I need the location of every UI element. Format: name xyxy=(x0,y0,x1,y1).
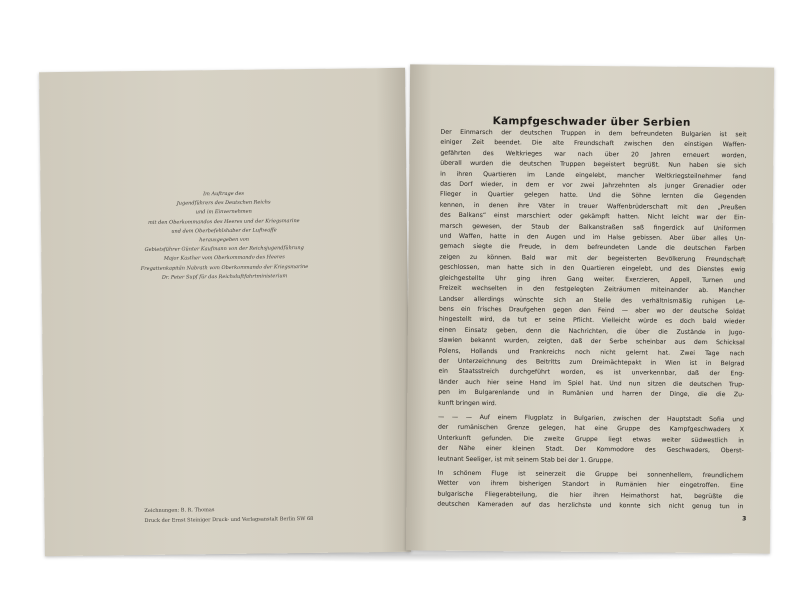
text-line: Landser allerdings wünschte sich an Stelle des verhältnismäßig ruhigen Le- xyxy=(439,295,746,305)
text-line: des Balkans“ einst marschiert oder gekämpft hatten. Nicht leicht war der Ein- xyxy=(439,211,746,222)
page-number: 3 xyxy=(742,515,747,523)
credit-line: Major Kasther vom Oberkommando des Heeres xyxy=(163,254,285,263)
credit-line: Gebietsführer Günter Kaufmann von der Reichsjugendführung xyxy=(144,245,304,254)
text-line: deutschen Kameraden auf das herzlichste und konnte sich nicht genug tun in xyxy=(437,500,744,511)
text-line: leutnant Seeliger, ist mit seinem Stab bei der 1. Gruppe. xyxy=(437,455,614,464)
text-line: und Waffen, hatte in den Augen und im Halse gebissen. Aber über alles Un- xyxy=(439,232,746,243)
text-line: einiger Zeit beendet. Die alte Freundschaft zwischen den einstigen Waffen- xyxy=(440,139,747,149)
illustrator-credit: Zeichnungen: B. R. Thomas xyxy=(144,507,215,514)
text-line: bens ein frisches Draufgehen gegen den Feind — aber wo der deutsche Soldat xyxy=(438,305,746,316)
text-line: das Dorf wieder, in dem er vor zwei Jahrzehnten als junger Grenadier oder xyxy=(440,180,747,191)
credit-line: Fregattenkapitän Nabrath vom Oberkommando der Kriegsmarine xyxy=(140,263,309,272)
chapter-body xyxy=(437,128,746,513)
printer-credit: Druck der Ernst Steiniger Druck- und Verlagsanstalt Berlin SW 68 xyxy=(144,515,314,524)
credit-line: und im Einvernehmen xyxy=(195,209,252,216)
text-line: der Nähe einer kleinen Stadt. Der Kommodore des Geschwaders, Oberst- xyxy=(437,444,744,455)
credit-line: mit den Oberkommandos des Heeres und der Kriegsmarine xyxy=(148,217,300,226)
text-line: — — — Auf einem Flugplatz in Bulgarien, zwischen der Hauptstadt Sofia und xyxy=(438,413,745,424)
text-line: einen Einsatz geben, denn die Nachrichten, die über die Zustände in Jugo- xyxy=(438,326,745,337)
text-line: kennen, in denen ihre Väter in treuer Waffenbrüderschaft mit den „Preußen xyxy=(439,201,746,212)
credit-line: und dem Oberbefehlshaber der Luftwaffe xyxy=(171,227,277,235)
credit-line: Jugendführers des Deutschen Reichs xyxy=(176,199,271,207)
imprint-footer xyxy=(144,504,313,526)
text-line: ein Staatsstreich durchgeführt worden, es ist unverkennbar, daß der Eng- xyxy=(438,368,745,378)
left-page xyxy=(39,68,411,556)
text-line: marsch gewesen, der Staub der Balkanstraßen saß fingerdick auf Uniformen xyxy=(439,222,746,233)
text-line: bulgarische Fliegerabteilung, die hier ihren Heimathorst hat, begrüßte die xyxy=(437,490,744,501)
text-line: Unterkunft gefunden. Die zweite Gruppe liegt etwas weiter südwestlich in xyxy=(437,434,744,445)
paragraph-2 xyxy=(438,413,744,468)
credit-line: Dr. Peter Supf für das Reichsluftfahrtministerium xyxy=(161,273,288,281)
publisher-credits xyxy=(41,188,408,284)
paragraph-1 xyxy=(438,128,746,412)
text-line: Polens, Hollands und Frankreichs noch nicht gelernt hat. Zwei Tage nach xyxy=(438,347,745,357)
right-page xyxy=(406,64,774,553)
text-line: Wetter von ihrem bisherigen Standort in Rumänien hier eingetroffen. Eine xyxy=(437,480,744,490)
text-line: slawien bekannt wurden, zeigten, daß der Serbe scheinbar aus dem Schicksal xyxy=(438,336,745,347)
text-line: hingestellt wird, da tut er seine Pflicht. Vielleicht würde es doch bald wieder xyxy=(438,315,745,326)
text-line: Flieger in Quartier gelegen hatte. Und die Söhne lernten die Gegenden xyxy=(439,191,747,201)
text-line: Der Einmarsch der deutschen Truppen in dem befreundeten Bulgarien ist seit xyxy=(440,128,747,139)
credit-line: herausgegeben von xyxy=(199,236,249,244)
text-line: überall wurden die deutschen Truppen begeistert begrüßt. Nun haben sie sich xyxy=(440,159,747,170)
text-line: Freizeit wechselten in den festgelegten Zeiträumen miteinander ab. Mancher xyxy=(439,284,746,295)
text-line: pen im Bulgarenlande und in Rumänien und harren der Dinge, die die Zu- xyxy=(438,388,745,399)
text-line: zeigen zu können. Bald war mit der begeisterten Bevölkerung Freundschaft xyxy=(439,253,746,264)
text-line: in ihren Quartieren im Lande eingelebt, mancher Weltkriegsteilnehmer fand xyxy=(440,170,747,180)
chapter-title: Kampfgeschwader über Serbien xyxy=(492,115,691,129)
text-line: länder auch hier seine Hand im Spiel hat. Und nun sitzen die deutschen Trup- xyxy=(438,378,745,389)
paragraph-3 xyxy=(437,469,743,513)
text-line: der Unterzeichnung des Beitritts zum Dreimächtepakt in Wien ist in Belgrad xyxy=(438,357,745,368)
text-line: geschlossen, man hatte sich in den Quartieren eingelebt, und des Dienstes ewig xyxy=(439,263,746,274)
text-line: der rumänischen Grenze gelegen, hat eine Gruppe des Kampfgeschwaders X xyxy=(437,424,744,434)
text-line: gleichgestellte Uhr ging ihren Gang weiter. Exerzieren, Appell, Turnen und xyxy=(439,274,746,285)
text-line: gemach siegte die Freude, in dem befreundeten Lande die deutschen Farben xyxy=(439,243,746,253)
text-line: In schönem Fluge ist seinerzeit die Gruppe bei sonnenhellem, freundlichem xyxy=(437,469,744,480)
text-line: kunft bringen wird. xyxy=(438,399,497,407)
credit-line: Im Auftrage des xyxy=(203,190,245,198)
text-line: gefährten des Weltkrieges war nach über 20 Jahren erneuert worden, xyxy=(440,149,747,160)
